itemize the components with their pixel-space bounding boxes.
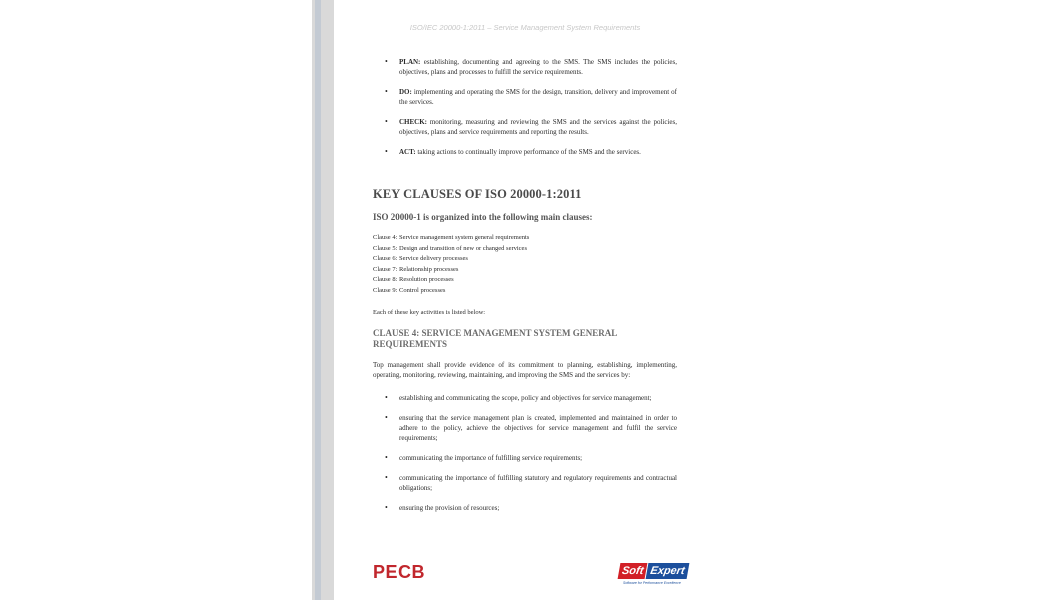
- clause4-bullet: • ensuring that the service management plan is created, implemented and maintained in order to adhere to the policy, achieve the objectives for service management and fulfil the service requirements;: [373, 413, 677, 443]
- clause4-intro: Top management shall provide evidence of its commitment to planning, establishing, implementing, operating, monitoring, reviewing, maintaining, and improving the SMS and the services by:: [373, 360, 677, 380]
- clause4-bullet: • establishing and communicating the scope, policy and objectives for service management;: [373, 393, 677, 403]
- clause-item: Clause 6: Service delivery processes: [373, 255, 468, 263]
- page-content: [373, 57, 677, 523]
- clause4-bullet: • communicating the importance of fulfilling service requirements;: [373, 453, 677, 463]
- document-sidebar: [312, 0, 334, 600]
- pecb-logo: PECB: [373, 562, 426, 582]
- clauses-note: Each of these key activities is listed below:: [373, 308, 486, 316]
- clause-item: Clause 9: Control processes: [373, 286, 446, 294]
- clause-item: Clause 4: Service management system general requirements: [373, 234, 530, 241]
- pdca-text: monitoring, measuring and reviewing the SMS and the services against the policies, objectives, plans and service requirements and reporting the results.: [399, 118, 677, 136]
- pdca-item-plan: [373, 57, 677, 77]
- pdca-list: [373, 57, 677, 157]
- softexpert-logo-expert: Expert: [646, 563, 689, 579]
- pdca-lead: PLAN:: [399, 58, 421, 66]
- pdca-lead: ACT:: [399, 148, 416, 156]
- pdca-lead: CHECK:: [399, 118, 427, 126]
- document-page: [334, 0, 716, 600]
- softexpert-logo: [619, 563, 699, 589]
- clause-item: Clause 8: Resolution processes: [373, 276, 454, 284]
- pdca-lead: DO:: [399, 88, 412, 96]
- section-title: KEY CLAUSES OF ISO 20000-1:2011: [373, 187, 582, 201]
- pdca-text: taking actions to continually improve performance of the SMS and the services.: [415, 148, 641, 156]
- clause4-bullet: • ensuring the provision of resources;: [373, 503, 677, 513]
- clause-item: Clause 7: Relationship processes: [373, 265, 459, 273]
- pdca-text: implementing and operating the SMS for the design, transition, delivery and improvement of the services.: [399, 88, 677, 106]
- sidebar-track: [315, 0, 321, 600]
- clause-list: [373, 233, 677, 297]
- pdca-text: establishing, documenting and agreeing to the SMS. The SMS includes the policies, objectives, plans and processes to fulfill the service requirements.: [399, 58, 677, 76]
- softexpert-tagline: Software for Performance Excellence: [623, 581, 681, 585]
- clause4-heading: CLAUSE 4: SERVICE MANAGEMENT SYSTEM GENERAL REQUIREMENTS: [373, 327, 617, 349]
- softexpert-logo-soft: Soft: [618, 563, 648, 579]
- softexpert-logo-row: [618, 563, 701, 579]
- section-subtitle: ISO 20000-1 is organized into the following main clauses:: [373, 212, 593, 222]
- pdca-item-do: [373, 87, 677, 107]
- clause4-bullet: • communicating the importance of fulfilling statutory and regulatory requirements and contractual obligations;: [373, 473, 677, 493]
- clause-item: Clause 5: Design and transition of new or changed services: [373, 244, 527, 252]
- pdca-item-act: [373, 147, 677, 157]
- pdca-item-check: [373, 117, 677, 137]
- clause4-bullet-list: [373, 393, 677, 513]
- running-header: ISO/IEC 20000-1:2011 – Service Management System Requirements: [409, 23, 641, 32]
